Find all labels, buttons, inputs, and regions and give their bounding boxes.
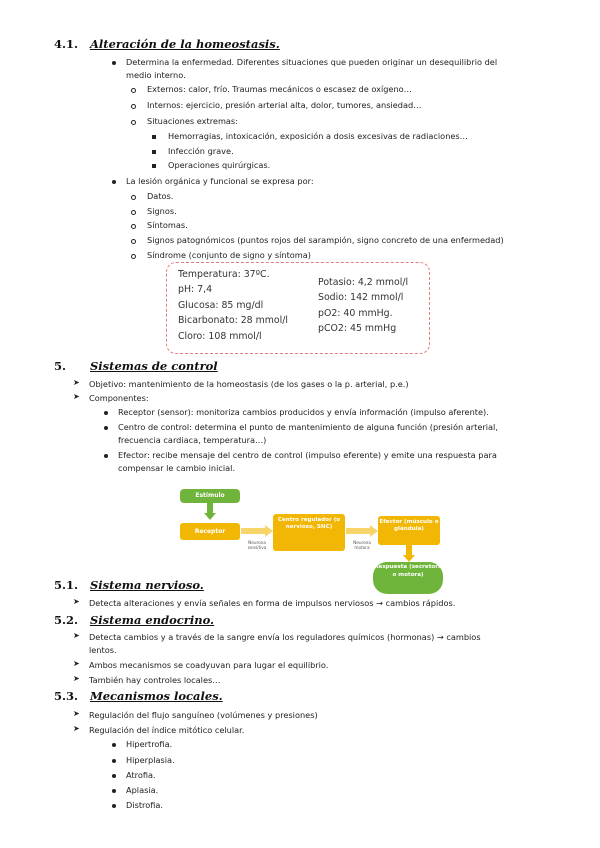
lab-value: Cloro: 108 mmol/l bbox=[178, 331, 262, 342]
heading-title: Sistema endocrino. bbox=[90, 613, 215, 627]
bullet-square bbox=[152, 135, 156, 139]
heading-number: 4.1. bbox=[54, 37, 79, 51]
paragraph-line: Determina la enfermedad. Diferentes situaciones que pueden originar un desequilibrio del bbox=[126, 57, 498, 67]
list-item: Datos. bbox=[147, 191, 174, 201]
heading-title: Mecanismos locales. bbox=[90, 689, 223, 703]
list-item: Externos: calor, frío. Traumas mecánicos o escasez de oxígeno… bbox=[147, 84, 412, 94]
bullet-circle bbox=[131, 104, 136, 109]
heading-number: 5.3. bbox=[54, 689, 79, 703]
diagram-label: Neurona sensitiva bbox=[247, 540, 267, 550]
lab-value: Bicarbonato: 28 mmol/l bbox=[178, 315, 288, 326]
heading-title: Alteración de la homeostasis. bbox=[90, 37, 280, 51]
heading-number: 5.1. bbox=[54, 578, 79, 592]
bullet-circle bbox=[131, 239, 136, 244]
bullet-dot bbox=[112, 789, 116, 793]
list-item: Detecta cambios y a través de la sangre envía los reguladores químicos (hormonas) → cambios bbox=[89, 632, 481, 642]
list-item: Detecta alteraciones y envía señales en forma de impulsos nerviosos → cambios rápidos. bbox=[89, 598, 456, 608]
lab-value: Potasio: 4,2 mmol/l bbox=[318, 277, 409, 288]
right-arrow-icon bbox=[241, 525, 273, 537]
list-item: frecuencia cardiaca, temperatura…) bbox=[118, 435, 267, 445]
bullet-dot bbox=[104, 411, 108, 415]
arrow-bullet-icon: ➤ bbox=[73, 659, 80, 668]
list-item: Síntomas. bbox=[147, 220, 188, 230]
paragraph-line: La lesión orgánica y funcional se expresa por: bbox=[126, 176, 314, 186]
right-arrow-icon bbox=[346, 525, 378, 537]
list-item: Receptor (sensor): monitoriza cambios producidos y envía información (impulso aferente). bbox=[118, 407, 489, 417]
list-item: Componentes: bbox=[89, 393, 149, 403]
paragraph-line: medio interno. bbox=[126, 70, 186, 80]
arrow-bullet-icon: ➤ bbox=[73, 597, 80, 606]
heading-title: Sistemas de control bbox=[90, 359, 218, 373]
heading-5 bbox=[54, 359, 218, 373]
bullet-dot bbox=[112, 804, 116, 808]
list-item: Objetivo: mantenimiento de la homeostasis (de los gases o la p. arterial, p.e.) bbox=[89, 379, 409, 389]
diagram-receptor: Receptor bbox=[180, 523, 240, 540]
list-item: Signos. bbox=[147, 206, 177, 216]
list-item: Síndrome (conjunto de signo y síntoma) bbox=[147, 250, 311, 260]
diagram-center: Centro regulador (o nervioso, SNC) bbox=[273, 514, 345, 551]
diagram-effector: Efector (músculo o glándula) bbox=[378, 516, 440, 545]
down-arrow-icon bbox=[403, 545, 415, 563]
list-item: Distrofia. bbox=[126, 800, 164, 810]
bullet-dot bbox=[112, 61, 116, 65]
list-item: Centro de control: determina el punto de mantenimiento de alguna función (presión arterial, bbox=[118, 422, 498, 432]
list-item: Atrofia. bbox=[126, 770, 156, 780]
bullet-circle bbox=[131, 254, 136, 259]
list-item: Ambos mecanismos se coadyuvan para lugar el equilibrio. bbox=[89, 660, 329, 670]
list-item: Aplasia. bbox=[126, 785, 159, 795]
heading-title: Sistema nervioso. bbox=[90, 578, 204, 592]
bullet-dot bbox=[112, 759, 116, 763]
bullet-circle bbox=[131, 88, 136, 93]
list-item: Operaciones quirúrgicas. bbox=[168, 160, 271, 170]
down-arrow-icon bbox=[204, 503, 216, 521]
list-item: Hemorragias, intoxicación, exposición a dosis excesivas de radiaciones… bbox=[168, 131, 468, 141]
bullet-circle bbox=[131, 120, 136, 125]
list-item: Regulación del flujo sanguíneo (volúmenes y presiones) bbox=[89, 710, 318, 720]
heading-5-3 bbox=[54, 689, 223, 703]
lab-value: Temperatura: 37ºC. bbox=[178, 269, 270, 280]
lab-value: pO2: 40 mmHg. bbox=[318, 308, 393, 319]
list-item: compensar le cambio inicial. bbox=[118, 463, 236, 473]
bullet-circle bbox=[131, 224, 136, 229]
list-item: Regulación del índice mitótico celular. bbox=[89, 725, 245, 735]
arrow-bullet-icon: ➤ bbox=[73, 709, 80, 718]
bullet-dot bbox=[112, 180, 116, 184]
list-item: lentos. bbox=[89, 645, 117, 655]
bullet-dot bbox=[112, 743, 116, 747]
list-item: Efector: recibe mensaje del centro de control (impulso eferente) y emite una respuesta para bbox=[118, 450, 497, 460]
arrow-bullet-icon: ➤ bbox=[73, 378, 80, 387]
bullet-dot bbox=[112, 774, 116, 778]
list-item: También hay controles locales… bbox=[89, 675, 221, 685]
lab-value: pCO2: 45 mmHg bbox=[318, 323, 397, 334]
heading-4-1 bbox=[54, 37, 280, 51]
list-item: Infección grave. bbox=[168, 146, 234, 156]
list-item: Situaciones extremas: bbox=[147, 116, 238, 126]
bullet-circle bbox=[131, 210, 136, 215]
arrow-bullet-icon: ➤ bbox=[73, 674, 80, 683]
list-item: Internos: ejercicio, presión arterial alta, dolor, tumores, ansiedad… bbox=[147, 100, 422, 110]
bullet-circle bbox=[131, 195, 136, 200]
bullet-dot bbox=[104, 426, 108, 430]
heading-number: 5. bbox=[54, 359, 67, 373]
heading-5-2 bbox=[54, 613, 214, 627]
list-item: Signos patognómicos (puntos rojos del sarampión, signo concreto de una enfermedad) bbox=[147, 235, 504, 245]
diagram-label: Neurona motora bbox=[353, 540, 371, 550]
bullet-dot bbox=[104, 454, 108, 458]
diagram-response: Respuesta (secretora o motora) bbox=[373, 562, 443, 594]
lab-value: Sodio: 142 mmol/l bbox=[318, 292, 404, 303]
arrow-bullet-icon: ➤ bbox=[73, 724, 80, 733]
list-item: Hiperplasia. bbox=[126, 755, 175, 765]
bullet-square bbox=[152, 150, 156, 154]
arrow-bullet-icon: ➤ bbox=[73, 392, 80, 401]
lab-value: Glucosa: 85 mg/dl bbox=[178, 300, 264, 311]
heading-5-1 bbox=[54, 578, 204, 592]
diagram-stimulus: Estímulo bbox=[180, 489, 240, 503]
heading-number: 5.2. bbox=[54, 613, 79, 627]
bullet-square bbox=[152, 164, 156, 168]
arrow-bullet-icon: ➤ bbox=[73, 631, 80, 640]
list-item: Hipertrofia. bbox=[126, 739, 173, 749]
lab-value: pH: 7,4 bbox=[178, 284, 213, 295]
